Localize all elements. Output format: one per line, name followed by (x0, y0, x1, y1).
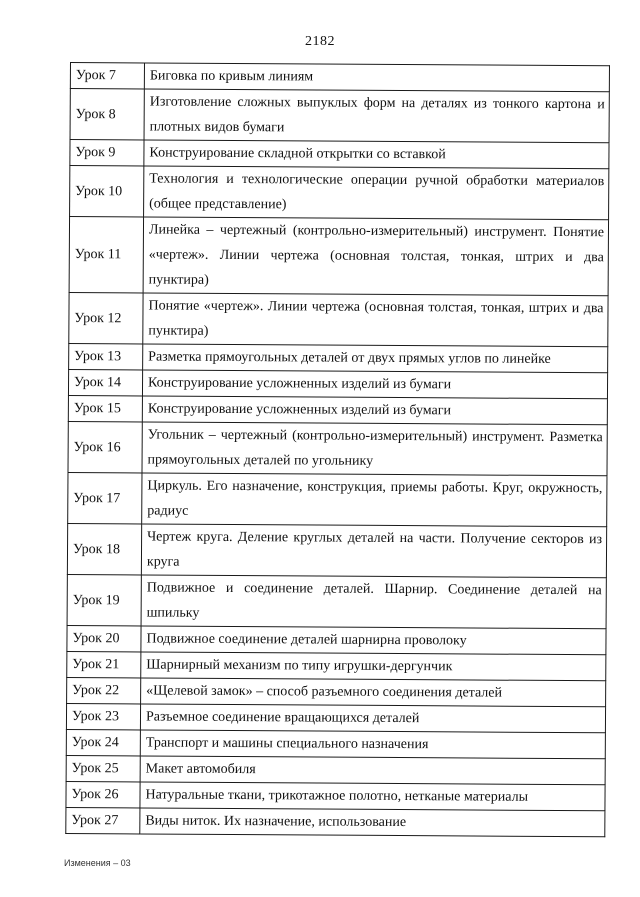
table-row (69, 292, 608, 346)
lesson-topic: Натуральные ткани, трикотажное полотно, нетканые материалы (140, 782, 605, 811)
table-row (66, 781, 605, 810)
table-row (67, 523, 606, 577)
lesson-number: Урок 13 (69, 343, 143, 369)
page-number: 2182 (305, 34, 335, 49)
lesson-topic: Разметка прямоугольных деталей от двух прямых углов по линейке (143, 344, 608, 373)
lesson-number: Урок 16 (68, 421, 142, 472)
lesson-number: Урок 15 (68, 395, 142, 421)
lesson-topic: Макет автомобиля (140, 756, 605, 785)
lesson-number: Урок 19 (67, 574, 141, 625)
lesson-table-body (66, 63, 610, 837)
table-row (70, 166, 609, 220)
lesson-topic: Понятие «чертеж». Линии чертежа (основная толстая, тонкая, штрих и два пунктира) (143, 293, 608, 347)
lesson-number: Урок 20 (67, 625, 141, 651)
table-row (66, 729, 605, 758)
lesson-table (65, 62, 610, 837)
table-row (70, 63, 609, 92)
lesson-topic: «Щелевой замок» – способ разъемного соединения деталей (141, 678, 606, 707)
lesson-topic: Разъемное соединение вращающихся деталей (140, 704, 605, 733)
table-row (68, 472, 607, 526)
table-row (69, 343, 608, 372)
lesson-topic: Циркуль. Его назначение, конструкция, приемы работы. Круг, окружность, радиус (142, 473, 607, 527)
lesson-number: Урок 8 (70, 89, 144, 140)
lesson-number: Урок 23 (66, 703, 140, 729)
table-row (67, 677, 606, 706)
table-row (66, 807, 605, 836)
lesson-topic: Конструирование складной открытки со вставкой (144, 140, 609, 169)
lesson-number: Урок 9 (70, 140, 144, 166)
lesson-number: Урок 14 (68, 369, 142, 395)
lesson-number: Урок 17 (68, 472, 142, 523)
lesson-topic: Шарнирный механизм по типу игрушки-дергунчик (141, 652, 606, 681)
lesson-topic: Угольник – чертежный (контрольно-измерительный) инструмент. Разметка прямоугольных деталей по угольнику (142, 422, 607, 476)
lesson-topic: Чертеж круга. Деление круглых деталей на части. Получение секторов из круга (141, 524, 606, 578)
table-row (70, 140, 609, 169)
lesson-number: Урок 27 (66, 807, 140, 833)
lesson-topic: Подвижное и соединение деталей. Шарнир. Соединение деталей на шпильку (141, 575, 606, 629)
lesson-number: Урок 11 (69, 217, 143, 293)
table-row (68, 395, 607, 424)
table-row (67, 651, 606, 680)
lesson-number: Урок 22 (67, 677, 141, 703)
lesson-topic: Конструирование усложненных изделий из бумаги (142, 370, 607, 399)
lesson-number: Урок 10 (70, 166, 144, 217)
lesson-topic: Биговка по кривым линиям (144, 63, 609, 92)
lesson-topic: Изготовление сложных выпуклых форм на деталях из тонкого картона и плотных видов бумаги (144, 89, 609, 143)
lesson-topic: Конструирование усложненных изделий из бумаги (142, 396, 607, 425)
lesson-topic: Транспорт и машины специального назначения (140, 730, 605, 759)
lesson-topic: Линейка – чертежный (контрольно-измерительный) инструмент. Понятие «чертеж». Линии чертежа (основная толстая, тонкая, штрих и два пунктира) (143, 217, 608, 296)
lesson-number: Урок 18 (67, 523, 141, 574)
table-row (67, 625, 606, 654)
table-row (67, 574, 606, 628)
lesson-number: Урок 25 (66, 755, 140, 781)
revision-note: Изменения – 03 (64, 858, 131, 868)
table-row (66, 703, 605, 732)
lesson-topic: Виды ниток. Их назначение, использование (140, 808, 605, 837)
lesson-topic: Подвижное соединение деталей шарнирна проволоку (141, 626, 606, 655)
table-row (66, 755, 605, 784)
table-row (68, 369, 607, 398)
lesson-number: Урок 24 (66, 729, 140, 755)
table-row (70, 89, 609, 143)
table-row (68, 421, 607, 475)
lesson-number: Урок 26 (66, 781, 140, 807)
lesson-number: Урок 7 (70, 63, 144, 89)
lesson-number: Урок 12 (69, 292, 143, 343)
lesson-number: Урок 21 (67, 651, 141, 677)
lesson-topic: Технология и технологические операции ручной обработки материалов (общее представление) (144, 166, 609, 220)
table-row (69, 217, 608, 296)
